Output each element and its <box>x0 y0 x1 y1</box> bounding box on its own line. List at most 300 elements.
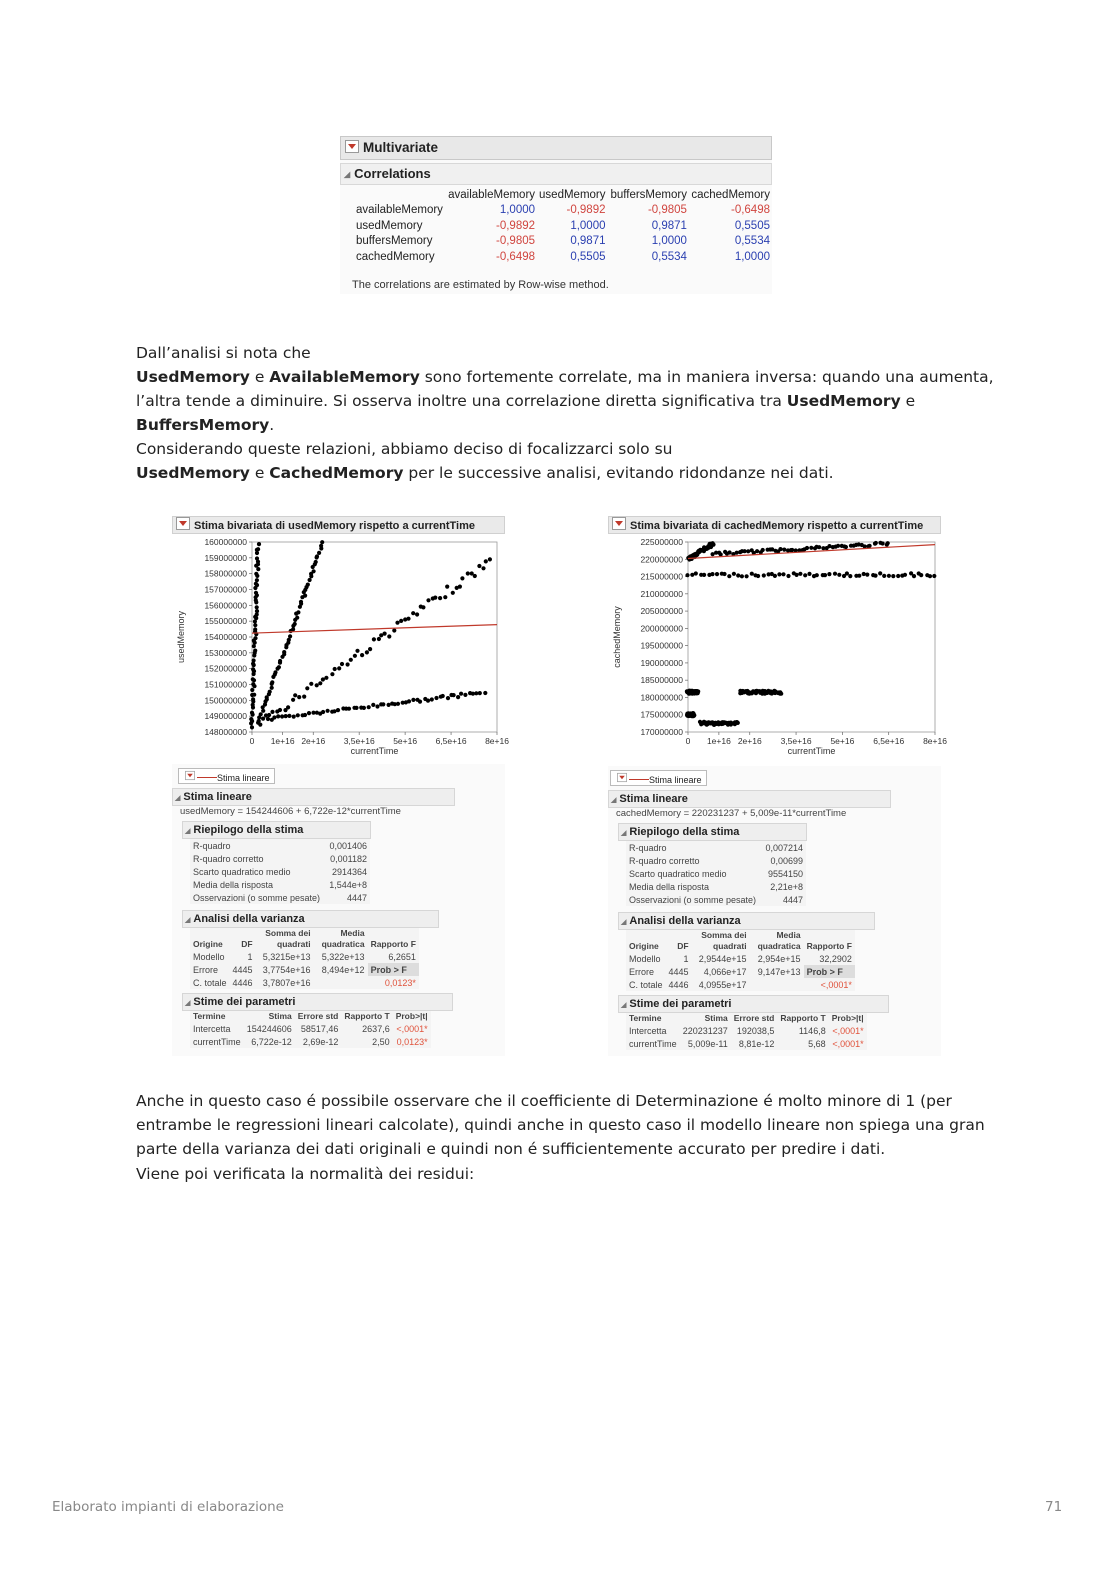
data-point <box>891 574 895 578</box>
data-point <box>349 658 353 662</box>
data-point <box>441 694 445 698</box>
data-point <box>251 677 255 681</box>
y-tick-label: 190000000 <box>640 657 683 668</box>
data-point <box>252 693 256 697</box>
summary-table <box>626 841 806 906</box>
data-point <box>399 619 403 623</box>
data-point <box>736 573 740 577</box>
data-point <box>375 704 379 708</box>
data-point <box>418 700 422 704</box>
data-point <box>777 572 781 576</box>
data-point <box>756 574 760 578</box>
data-point <box>779 692 783 696</box>
data-point <box>317 551 321 555</box>
data-point <box>732 572 736 576</box>
data-point <box>463 693 467 697</box>
y-tick-label: 159000000 <box>204 552 247 563</box>
data-point <box>253 649 257 653</box>
data-point <box>903 573 907 577</box>
data-point <box>250 725 254 729</box>
data-point <box>865 573 869 577</box>
y-tick-label: 175000000 <box>640 709 683 720</box>
data-point <box>284 714 288 718</box>
legend-stima-lineare[interactable]: Stima lineare <box>610 770 707 786</box>
data-point <box>270 710 274 714</box>
x-axis-label: currentTime <box>350 746 399 756</box>
data-point <box>250 711 254 715</box>
data-point <box>919 573 923 577</box>
y-tick-label: 151000000 <box>204 679 247 690</box>
analysis-paragraph: Dall’analisi si nota che UsedMemory e AvailableMemory sono fortemente correlate, ma in maniera inversa: quando una aumenta, l’altra tende a diminuire. Si osserva inoltre una correlazione diretta significativa tra UsedMemory e BuffersMemory. Considerando queste relazioni, abbiamo deciso di focalizzarci solo su UsedMemory e CachedMemory per le successive analisi, evitando ridondanze nei dati. <box>136 344 994 482</box>
data-point <box>827 572 831 576</box>
data-point <box>761 548 765 552</box>
y-tick-label: 152000000 <box>204 663 247 674</box>
legend-stima-lineare[interactable]: Stima lineare <box>178 768 275 784</box>
data-point <box>798 572 802 576</box>
legend-line-icon <box>197 777 217 778</box>
data-point <box>807 572 811 576</box>
y-tick-label: 158000000 <box>204 568 247 579</box>
regression-equation: usedMemory = 154244606 + 6,722e-12*currentTime <box>180 806 401 817</box>
data-point <box>795 573 799 577</box>
y-axis-label: cachedMemory <box>612 606 622 668</box>
data-point <box>270 686 274 690</box>
data-point <box>406 617 410 621</box>
data-point <box>258 723 262 727</box>
data-point <box>836 544 840 548</box>
data-point <box>711 543 715 547</box>
data-point <box>295 616 299 620</box>
multivariate-panel <box>340 136 772 294</box>
y-tick-label: 153000000 <box>204 647 247 658</box>
data-point <box>387 634 391 638</box>
data-point <box>411 611 415 615</box>
data-point <box>381 702 385 706</box>
data-point <box>282 650 286 654</box>
data-point <box>253 636 257 640</box>
data-point <box>314 560 318 564</box>
data-point <box>299 600 303 604</box>
data-point <box>857 574 861 578</box>
data-point <box>320 540 324 544</box>
table-row: Scarto quadratico medio 9554150 <box>629 868 803 879</box>
data-point <box>426 598 430 602</box>
data-point <box>434 696 438 700</box>
data-point <box>306 583 310 587</box>
data-point <box>371 703 375 707</box>
data-point <box>823 573 827 577</box>
data-point <box>696 689 700 693</box>
red-triangle-menu-icon[interactable] <box>185 771 195 780</box>
x-tick-label: 5e+16 <box>830 736 855 746</box>
y-tick-label: 155000000 <box>204 616 247 627</box>
table-row: Scarto quadratico medio 2914364 <box>193 866 367 877</box>
correlations-header[interactable]: ◢ Correlations <box>340 163 772 185</box>
table-row: currentTime 6,722e-12 2,69e-12 2,50 0,0123* <box>193 1036 428 1047</box>
data-point <box>293 693 297 697</box>
data-point <box>702 573 706 577</box>
data-point <box>315 683 319 687</box>
data-point <box>407 699 411 703</box>
data-point <box>326 709 330 713</box>
data-point <box>296 610 300 614</box>
data-point <box>755 549 759 553</box>
cached-memory-scatter-chart <box>608 534 947 766</box>
params-header[interactable]: ◢ Stime dei parametri <box>618 995 889 1013</box>
data-point <box>307 711 311 715</box>
table-row: C. totale 4446 3,7807e+16 0,0123* <box>193 977 416 988</box>
data-point <box>446 696 450 700</box>
y-tick-label: 210000000 <box>640 588 683 599</box>
data-point <box>278 708 282 712</box>
multivariate-header[interactable]: Multivariate <box>340 136 772 160</box>
data-point <box>817 545 821 549</box>
data-point <box>886 541 890 545</box>
red-triangle-menu-icon[interactable] <box>617 773 627 782</box>
y-tick-label: 195000000 <box>640 640 683 651</box>
data-point <box>286 705 290 709</box>
data-point <box>291 698 295 702</box>
data-point <box>324 676 328 680</box>
col-header: cachedMemory <box>691 188 770 201</box>
data-point <box>309 682 313 686</box>
conclusion-paragraph: Anche in questo caso é possibile osservare che il coefficiente di Determinazione é molto minore di 1 (per entrambe le regressioni lineari calcolate), quindi anche in questo caso il modello lineare non spiega una gran parte della varianza dei dati originali e quindi non é sufficientemente accurato per predire i dati. Viene poi verificata la normalità dei residui: <box>136 1092 985 1183</box>
data-point <box>745 574 749 578</box>
data-point <box>251 697 255 701</box>
y-tick-label: 225000000 <box>640 537 683 547</box>
data-point <box>319 544 323 548</box>
data-point <box>287 714 291 718</box>
x-tick-label: 3,5e+16 <box>343 736 375 746</box>
table-row: Modello 1 5,3215e+13 5,322e+13 6,2651 <box>193 951 416 962</box>
data-point <box>372 637 376 641</box>
data-point <box>844 545 848 549</box>
data-point <box>887 574 891 578</box>
y-tick-label: 200000000 <box>640 623 683 634</box>
data-point <box>392 628 396 632</box>
table-row: currentTime 5,009e-11 8,81e-12 5,68 <,0001* <box>629 1038 864 1049</box>
data-point <box>250 688 254 692</box>
data-point <box>387 703 391 707</box>
legend-line-icon <box>629 779 649 780</box>
data-point <box>803 573 807 577</box>
data-point <box>878 571 882 575</box>
data-point <box>874 541 878 545</box>
data-point <box>377 637 381 641</box>
x-tick-label: 1e+16 <box>270 736 295 746</box>
data-point <box>845 571 849 575</box>
x-tick-label: 1e+16 <box>706 736 731 746</box>
data-point <box>396 702 400 706</box>
left-panel-header[interactable]: Stima bivariata di usedMemory rispetto a currentTime <box>172 516 505 534</box>
plot-frame <box>688 542 935 732</box>
table-row: availableMemory 1,0000 -0,9892 -0,9805 -0,6498 <box>356 204 770 217</box>
x-tick-label: 8e+16 <box>485 736 509 746</box>
table-row: R-quadro 0,001406 <box>193 840 367 851</box>
data-point <box>305 686 309 690</box>
data-point <box>848 574 852 578</box>
data-point <box>426 699 430 703</box>
data-point <box>912 574 916 578</box>
data-point <box>280 714 284 718</box>
y-tick-label: 215000000 <box>640 571 683 582</box>
data-point <box>292 715 296 719</box>
data-point <box>355 649 359 653</box>
table-row: Osservazioni (o somme pesate) 4447 <box>629 894 803 905</box>
data-point <box>321 710 325 714</box>
data-point <box>837 573 841 577</box>
table-row: R-quadro corretto 0,001182 <box>193 853 367 864</box>
data-point <box>362 706 366 710</box>
x-tick-label: 0 <box>685 736 691 746</box>
data-point <box>456 695 460 699</box>
params-table: Termine Stima Errore std Rapporto T Prob>|t| Intercetta 220231237 192038,5 1146,8 <,0001* currentTime 5,009e-11 8,81e-12 5,68 <,0001* <box>626 1013 867 1050</box>
data-point <box>255 578 259 582</box>
data-point <box>270 680 274 684</box>
data-point <box>365 650 369 654</box>
data-point <box>459 692 463 696</box>
data-point <box>266 717 270 721</box>
correlations-table <box>354 187 772 265</box>
data-point <box>762 573 766 577</box>
anova-header[interactable]: ◢ Analisi della varianza <box>618 912 875 930</box>
data-point <box>360 653 364 657</box>
anova-header[interactable]: ◢ Analisi della varianza <box>182 910 439 928</box>
col-header: buffersMemory <box>610 188 687 201</box>
data-point <box>477 564 481 568</box>
params-table: Termine Stima Errore std Rapporto T Prob>|t| Intercetta 154244606 58517,46 2637,6 <,0001* currentTime 6,722e-12 2,69e-12 2,50 0,0123* <box>190 1011 431 1048</box>
y-tick-label: 170000000 <box>640 727 683 737</box>
data-point <box>438 596 442 600</box>
data-point <box>296 713 300 717</box>
correlation-note: The correlations are estimated by Row-wise method. <box>352 278 609 291</box>
y-tick-label: 149000000 <box>204 711 247 722</box>
data-point <box>778 547 782 551</box>
data-point <box>473 574 477 578</box>
data-point <box>460 576 464 580</box>
x-tick-label: 8e+16 <box>923 736 947 746</box>
data-point <box>782 548 786 552</box>
data-point <box>868 544 872 548</box>
data-point <box>273 670 277 674</box>
data-point <box>773 574 777 578</box>
data-point <box>411 698 415 702</box>
data-point <box>415 612 419 616</box>
data-point <box>928 574 932 578</box>
y-tick-label: 156000000 <box>204 600 247 611</box>
data-point <box>786 574 790 578</box>
y-tick-label: 220000000 <box>640 554 683 565</box>
data-point <box>715 572 719 576</box>
data-point <box>255 556 259 560</box>
data-point <box>249 717 253 721</box>
data-point <box>881 541 885 545</box>
summary-table <box>190 839 370 904</box>
data-point <box>293 622 297 626</box>
col-header: usedMemory <box>539 188 606 201</box>
data-point <box>255 609 259 613</box>
data-point <box>488 557 492 561</box>
data-point <box>303 713 307 717</box>
data-point <box>256 547 260 551</box>
table-row: Media della risposta 1,544e+8 <box>193 879 367 890</box>
regression-equation: cachedMemory = 220231237 + 5,009e-11*currentTime <box>616 808 847 819</box>
table-row: C. totale 4446 4,0955e+17 <,0001* <box>629 979 852 990</box>
data-point <box>722 572 726 576</box>
data-point <box>302 695 306 699</box>
data-point <box>346 662 350 666</box>
data-point <box>318 681 322 685</box>
data-point <box>481 566 485 570</box>
summary-header[interactable]: ◢ Riepilogo della stima <box>618 823 807 841</box>
data-point <box>727 574 731 578</box>
data-point <box>433 596 437 600</box>
data-point <box>340 662 344 666</box>
data-point <box>421 605 425 609</box>
red-triangle-menu-icon[interactable] <box>176 517 190 530</box>
footer-title: Elaborato impianti di elaborazione <box>52 1499 284 1515</box>
data-point <box>483 691 487 695</box>
x-tick-label: 2e+16 <box>737 736 762 746</box>
data-point <box>259 712 263 716</box>
data-point <box>252 658 256 662</box>
data-point <box>257 542 261 546</box>
col-header: availableMemory <box>448 188 536 201</box>
data-point <box>430 697 434 701</box>
data-point <box>395 621 399 625</box>
data-point <box>253 627 257 631</box>
data-point <box>484 559 488 563</box>
table-row: Media della risposta 2,21e+8 <box>629 881 803 892</box>
table-row: Intercetta 220231237 192038,5 1146,8 <,0001* <box>629 1025 864 1036</box>
data-point <box>288 634 292 638</box>
anova-table: Origine DF Somma dei quadrati Media quadratica Rapporto F Modello 1 5,3215e+13 5,322e+13 6,2651 Errore 4445 3,7754e+16 8,494e+12 Prob > F C. totale 4446 3,7807e+16 0,0123* <box>190 928 419 989</box>
x-axis-label: currentTime <box>787 746 836 756</box>
data-point <box>740 574 744 578</box>
y-tick-label: 185000000 <box>640 675 683 686</box>
data-point <box>728 550 732 554</box>
data-point <box>743 549 747 553</box>
data-point <box>278 659 282 663</box>
data-point <box>272 715 276 719</box>
right-panel-header[interactable]: Stima bivariata di cachedMemory rispetto a currentTime <box>608 516 941 534</box>
table-row: R-quadro corretto 0,00699 <box>629 855 803 866</box>
data-point <box>736 721 740 725</box>
left-bivariate-panel <box>172 516 509 1056</box>
table-row: Modello 1 2,9544e+15 2,954e+15 32,2902 <box>629 953 852 964</box>
data-point <box>251 682 255 686</box>
y-tick-label: 205000000 <box>640 606 683 617</box>
data-point <box>809 546 813 550</box>
data-point <box>368 647 372 651</box>
data-point <box>254 591 258 595</box>
table-row: Errore 4445 4,066e+17 9,147e+13 Prob > F <box>626 965 855 978</box>
params-header[interactable]: ◢ Stime dei parametri <box>182 993 453 1011</box>
y-tick-label: 150000000 <box>204 695 247 706</box>
x-tick-label: 2e+16 <box>301 736 326 746</box>
data-point <box>254 572 258 576</box>
data-point <box>815 573 819 577</box>
data-point <box>896 574 900 578</box>
red-triangle-menu-icon[interactable] <box>612 517 626 530</box>
data-point <box>267 713 271 717</box>
table-row: R-quadro 0,007214 <box>629 842 803 853</box>
data-point <box>445 585 449 589</box>
data-point <box>750 572 754 576</box>
data-point <box>261 717 265 721</box>
fit-section-header[interactable]: ◢ Stima lineare <box>608 790 891 808</box>
data-point <box>781 572 785 576</box>
table-row: Intercetta 154244606 58517,46 2637,6 <,0001* <box>193 1023 428 1034</box>
data-point <box>297 695 301 699</box>
data-point <box>443 595 447 599</box>
data-point <box>882 574 886 578</box>
data-point <box>337 666 341 670</box>
data-point <box>694 571 698 575</box>
table-row: usedMemory -0,9892 1,0000 0,9871 0,5505 <box>356 219 770 232</box>
data-point <box>692 714 696 718</box>
x-tick-label: 5e+16 <box>393 736 418 746</box>
data-point <box>312 569 316 573</box>
table-row: Errore 4445 3,7754e+16 8,494e+12 Prob > F <box>190 963 419 976</box>
data-point <box>347 707 351 711</box>
data-point <box>252 644 256 648</box>
anova-table: Origine DF Somma dei quadrati Media quadratica Rapporto F Modello 1 2,9544e+15 2,954e+15 32,2902 Errore 4445 4,066e+17 9,147e+13 Prob > F C. totale 4446 4,0955e+17 <,0001* <box>626 930 855 991</box>
data-point <box>251 667 255 671</box>
data-point <box>478 691 482 695</box>
data-point <box>458 585 462 589</box>
x-tick-label: 6,5e+16 <box>435 736 467 746</box>
data-point <box>333 667 337 671</box>
data-point <box>336 708 340 712</box>
y-tick-label: 148000000 <box>204 727 247 737</box>
data-point <box>253 623 257 627</box>
data-point <box>277 665 281 669</box>
data-point <box>862 572 866 576</box>
data-point <box>383 632 387 636</box>
data-point <box>805 546 809 550</box>
table-row: cachedMemory -0,6498 0,5505 0,5534 1,0000 <box>356 250 770 263</box>
data-point <box>451 591 455 595</box>
data-point <box>932 574 936 578</box>
y-tick-label: 160000000 <box>204 537 247 547</box>
data-point <box>353 654 357 658</box>
y-tick-label: 154000000 <box>204 632 247 642</box>
y-tick-label: 157000000 <box>204 584 247 595</box>
data-point <box>873 574 877 578</box>
data-point <box>452 693 456 697</box>
y-axis-label: usedMemory <box>176 610 186 664</box>
fit-section-header[interactable]: ◢ Stima lineare <box>172 788 455 806</box>
table-row: buffersMemory -0,9805 0,9871 1,0000 0,5534 <box>356 235 770 248</box>
right-bivariate-panel <box>608 516 947 1056</box>
data-point <box>367 705 371 709</box>
table-row: Osservazioni (o somme pesate) 4447 <box>193 892 367 903</box>
data-point <box>330 672 334 676</box>
data-point <box>354 706 358 710</box>
data-point <box>685 573 689 577</box>
x-tick-label: 3,5e+16 <box>780 736 812 746</box>
x-tick-label: 6,5e+16 <box>873 736 905 746</box>
data-point <box>315 554 319 558</box>
data-point <box>466 571 470 575</box>
y-tick-label: 180000000 <box>640 692 683 703</box>
red-triangle-menu-icon[interactable] <box>345 140 359 153</box>
summary-header[interactable]: ◢ Riepilogo della stima <box>182 821 371 839</box>
data-point <box>833 572 837 576</box>
data-point <box>308 578 312 582</box>
data-point <box>276 714 280 718</box>
